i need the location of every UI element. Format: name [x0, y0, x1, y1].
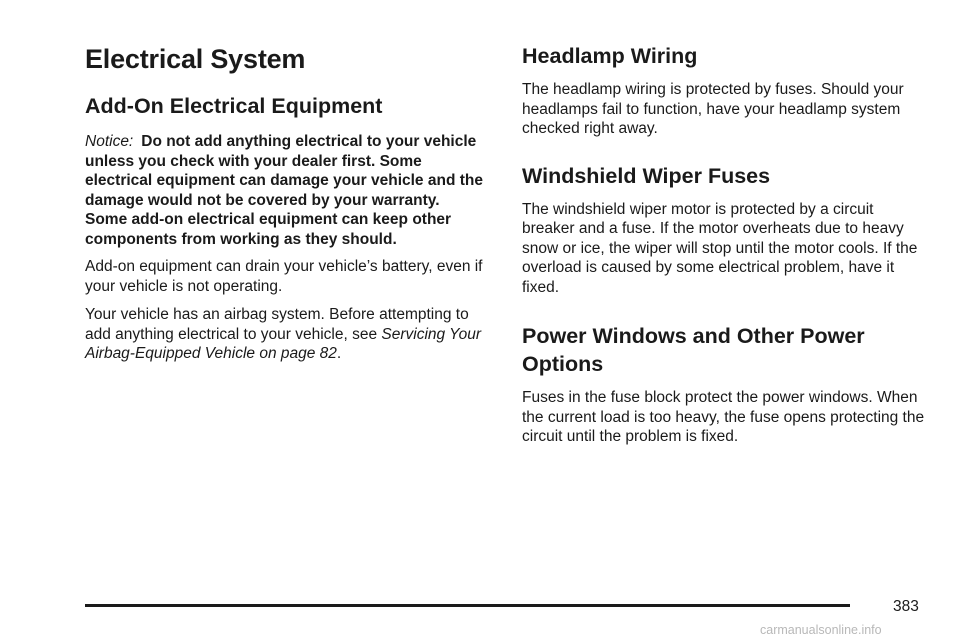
page-number: 383: [893, 598, 919, 615]
airbag-paragraph-end: .: [336, 345, 342, 362]
left-column: [85, 42, 485, 373]
footer-rule: [85, 604, 850, 607]
page-title: Electrical System: [85, 44, 306, 74]
right-column: [522, 42, 927, 456]
power-windows-paragraph: Fuses in the fuse block protect the power windows. When the current load is too heavy, the fuse opens protecting the circuit until the problem is fixed.: [522, 389, 925, 445]
section-heading-power-windows: Power Windows and Other Power Options: [522, 324, 865, 376]
section-heading-headlamp-wiring: Headlamp Wiring: [522, 44, 698, 68]
section-heading-add-on-equipment: Add-On Electrical Equipment: [85, 94, 383, 118]
add-on-drain-paragraph: Add-on equipment can drain your vehicle’s battery, even if your vehicle is not operating.: [85, 258, 483, 295]
notice-label: Notice:: [85, 133, 134, 150]
section-heading-wiper-fuses: Windshield Wiper Fuses: [522, 163, 771, 188]
wiper-fuses-paragraph: The windshield wiper motor is protected by a circuit breaker and a fuse. If the motor overheats due to heavy snow or ice, the wiper will stop until the motor cools. If the overload is caused by some electrical problem, have it fixed.: [522, 200, 918, 296]
airbag-paragraph: [85, 305, 485, 364]
notice-paragraph: [85, 132, 485, 249]
watermark: carmanualsonline.info: [760, 623, 882, 637]
notice-text: Do not add anything electrical to your vehicle unless you check with your dealer first. Some electrical equipment can damage your vehicle and the damage would not be covered by your warranty. Some add-on electrical equipment can keep other components from working as they should.: [85, 133, 483, 248]
airbag-reference-link[interactable]: Servicing Your Airbag-Equipped Vehicle on page 82: [85, 325, 482, 362]
airbag-paragraph-text: Your vehicle has an airbag system. Before attempting to add anything electrical to your vehicle, see: [85, 306, 469, 343]
headlamp-wiring-paragraph: The headlamp wiring is protected by fuses. Should your headlamps fail to function, have your headlamp system checked right away.: [522, 81, 904, 137]
